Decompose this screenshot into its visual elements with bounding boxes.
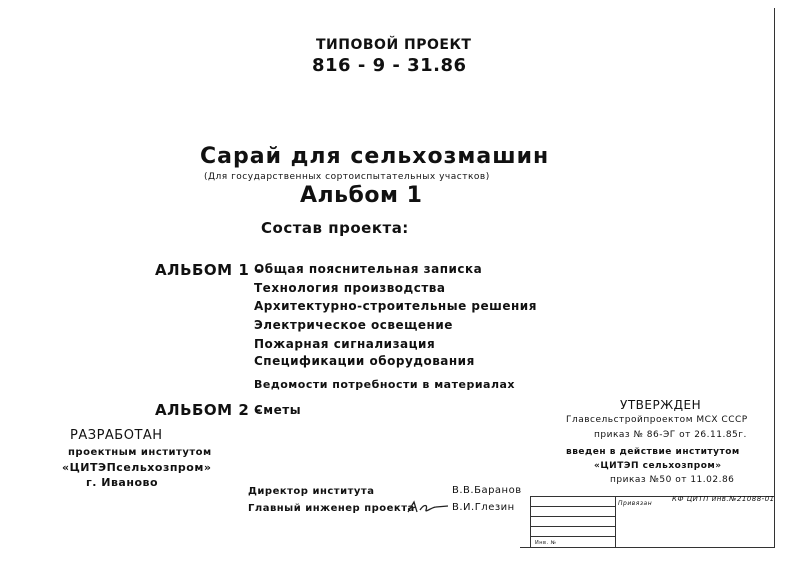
album1-item: Пожарная сигнализация bbox=[254, 337, 436, 351]
album1-item: Спецификации оборудования bbox=[254, 354, 475, 368]
developed-line: «ЦИТЭПсельхозпром» bbox=[62, 461, 212, 474]
developed-line: г. Иваново bbox=[86, 476, 159, 489]
album1-item: Технология производства bbox=[254, 281, 446, 295]
director-name: В.В.Баранов bbox=[452, 485, 522, 496]
director-title: Директор института bbox=[248, 486, 375, 497]
document-title: Сарай для сельхозмашин bbox=[200, 144, 550, 169]
signature-scribble bbox=[406, 498, 450, 516]
chief-engineer-title: Главный инженер проекта bbox=[248, 503, 415, 514]
approved-line: введен в действие институтом bbox=[566, 447, 740, 457]
album1-item: Общая пояснительная записка bbox=[254, 262, 483, 276]
stamp-grid bbox=[530, 496, 775, 548]
stamp-inv-label: Инв. № bbox=[535, 540, 557, 546]
album2-label: АЛЬБОМ 2 - bbox=[155, 401, 262, 419]
approved-line: «ЦИТЭП сельхозпром» bbox=[594, 461, 722, 471]
developed-heading: РАЗРАБОТАН bbox=[70, 428, 163, 443]
approved-heading: УТВЕРЖДЕН bbox=[620, 398, 702, 412]
album1-item: Ведомости потребности в материалах bbox=[254, 378, 516, 391]
chief-engineer-name: В.И.Глезин bbox=[452, 502, 515, 513]
document-subtitle: (Для государственных сортоиспытательных участков) bbox=[204, 172, 490, 182]
album1-label: АЛЬБОМ 1 - bbox=[155, 261, 262, 279]
approved-line: приказ №50 от 11.02.86 bbox=[610, 475, 735, 485]
stamp-checked-label: Привязан bbox=[618, 500, 653, 507]
album1-item: Электрическое освещение bbox=[254, 318, 453, 332]
project-number: 816 - 9 - 31.86 bbox=[312, 55, 467, 76]
approved-line: Главсельстройпроектом МСХ СССР bbox=[566, 415, 748, 425]
approved-line: приказ № 86-ЭГ от 26.11.85г. bbox=[594, 430, 747, 440]
composition-heading: Состав проекта: bbox=[261, 219, 409, 237]
album2-item: Сметы bbox=[254, 403, 302, 417]
archive-number: КФ ЦИТП инв.№21088-01 bbox=[672, 495, 775, 503]
project-type: ТИПОВОЙ ПРОЕКТ bbox=[316, 37, 472, 53]
frame-right-border bbox=[774, 8, 775, 548]
album1-item: Архитектурно-строительные решения bbox=[254, 299, 537, 313]
album-title: Альбом 1 bbox=[300, 183, 423, 208]
developed-line: проектным институтом bbox=[68, 447, 212, 458]
